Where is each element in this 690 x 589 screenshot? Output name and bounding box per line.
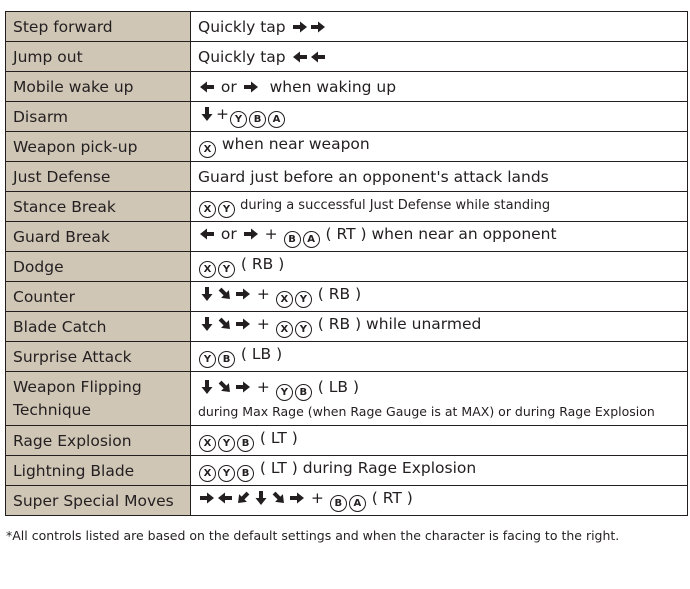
button-a-icon: A	[268, 111, 285, 128]
button-y-icon: Y	[218, 261, 235, 278]
button-b-icon: B	[295, 384, 312, 401]
input-text: ( RB )	[312, 285, 362, 303]
arrow-left-icon	[292, 50, 308, 64]
arrow-left-icon	[310, 50, 326, 64]
move-input	[191, 312, 688, 342]
move-name: Disarm	[6, 102, 191, 132]
input-sequence	[198, 378, 680, 401]
button-b-icon: B	[237, 465, 254, 482]
move-input	[191, 486, 688, 516]
move-input	[191, 342, 688, 372]
button-b-icon: B	[249, 111, 266, 128]
move-name: Rage Explosion	[6, 426, 191, 456]
footnote: *All controls listed are based on the default settings and when the character is facing to the right.	[6, 528, 620, 543]
button-b-icon: B	[218, 351, 235, 368]
input-sequence	[198, 18, 680, 36]
button-y-icon: Y	[218, 435, 235, 452]
button-b-icon: B	[330, 495, 347, 512]
button-y-icon: Y	[199, 351, 216, 368]
controls-table	[5, 11, 688, 516]
move-input	[191, 426, 688, 456]
input-text: ( RT )	[366, 489, 413, 507]
arrow-down-icon	[199, 107, 215, 121]
input-sequence	[198, 168, 680, 186]
arrow-left-icon	[199, 227, 215, 241]
table-row	[6, 486, 688, 516]
move-name: Dodge	[6, 252, 191, 282]
arrow-left-icon	[199, 80, 215, 94]
table-row	[6, 252, 688, 282]
button-a-icon: A	[303, 231, 320, 248]
move-name: Mobile wake up	[6, 72, 191, 102]
arrow-downright-icon	[217, 317, 233, 331]
input-sequence	[198, 135, 680, 158]
table-row	[6, 426, 688, 456]
arrow-down-icon	[199, 380, 215, 394]
move-input	[191, 132, 688, 162]
arrow-right-icon	[235, 287, 251, 301]
move-input	[191, 102, 688, 132]
input-text: or	[216, 77, 242, 96]
move-name: Step forward	[6, 12, 191, 42]
arrow-right-icon	[199, 491, 215, 505]
input-sequence	[198, 48, 680, 66]
input-text: +	[252, 315, 275, 333]
input-text: when waking up	[259, 77, 397, 96]
arrow-right-icon	[243, 80, 259, 94]
input-text: Guard just before an opponent's attack lands	[198, 167, 549, 186]
arrow-down-icon	[199, 287, 215, 301]
table-row	[6, 342, 688, 372]
button-b-icon: B	[237, 435, 254, 452]
arrow-downright-icon	[217, 380, 233, 394]
move-input	[191, 72, 688, 102]
button-x-icon: X	[276, 291, 293, 308]
button-b-icon: B	[284, 231, 301, 248]
button-y-icon: Y	[218, 465, 235, 482]
input-text: ( RB )	[236, 255, 285, 273]
input-text: +	[252, 285, 275, 303]
input-sequence	[198, 225, 680, 248]
table-row	[6, 312, 688, 342]
input-text: ( LT ) during Rage Explosion	[255, 459, 477, 477]
arrow-downright-icon	[271, 491, 287, 505]
arrow-right-icon	[235, 317, 251, 331]
arrow-right-icon	[310, 20, 326, 34]
input-sequence	[198, 459, 680, 482]
table-row	[6, 102, 688, 132]
move-name: Surprise Attack	[6, 342, 191, 372]
input-text: +	[306, 489, 329, 507]
button-y-icon: Y	[276, 384, 293, 401]
move-input	[191, 42, 688, 72]
button-y-icon: Y	[230, 111, 247, 128]
input-text: ( LB )	[236, 345, 283, 363]
input-text: ( LB )	[312, 378, 359, 396]
move-name: Just Defense	[6, 162, 191, 192]
button-x-icon: X	[276, 321, 293, 338]
table-row	[6, 192, 688, 222]
input-sequence	[198, 195, 680, 218]
table-row	[6, 456, 688, 486]
button-x-icon: X	[199, 201, 216, 218]
table-row	[6, 282, 688, 312]
arrow-right-icon	[235, 380, 251, 394]
move-input	[191, 162, 688, 192]
table-row	[6, 12, 688, 42]
arrow-right-icon	[292, 20, 308, 34]
button-x-icon: X	[199, 465, 216, 482]
input-sequence	[198, 255, 680, 278]
move-name: Weapon Flipping Technique	[6, 372, 191, 426]
button-y-icon: Y	[295, 321, 312, 338]
arrow-down-icon	[253, 491, 269, 505]
button-a-icon: A	[349, 495, 366, 512]
arrow-right-icon	[243, 227, 259, 241]
move-input	[191, 222, 688, 252]
button-x-icon: X	[199, 435, 216, 452]
input-sequence	[198, 285, 680, 308]
input-text: +	[252, 378, 275, 396]
input-sequence	[198, 429, 680, 452]
move-name: Guard Break	[6, 222, 191, 252]
input-text: or	[216, 225, 242, 243]
input-text: +	[216, 105, 229, 123]
input-condition: during Max Rage (when Rage Gauge is at MAX) or during Rage Explosion	[198, 404, 655, 419]
move-name: Stance Break	[6, 192, 191, 222]
input-text: ( LT )	[255, 429, 298, 447]
input-text: ( RT ) when near an opponent	[320, 225, 557, 243]
move-name: Weapon pick-up	[6, 132, 191, 162]
controls-table-body	[6, 12, 688, 516]
move-input	[191, 12, 688, 42]
move-input	[191, 252, 688, 282]
move-name: Blade Catch	[6, 312, 191, 342]
input-sequence	[198, 105, 680, 128]
move-input	[191, 192, 688, 222]
input-sequence	[198, 78, 680, 96]
table-row	[6, 72, 688, 102]
move-input	[191, 456, 688, 486]
table-row	[6, 222, 688, 252]
arrow-downright-icon	[217, 287, 233, 301]
input-text: +	[259, 225, 283, 243]
move-name: Counter	[6, 282, 191, 312]
button-y-icon: Y	[295, 291, 312, 308]
input-sequence	[198, 489, 680, 512]
arrow-left-icon	[217, 491, 233, 505]
input-text: during a successful Just Defense while standing	[236, 198, 551, 213]
input-sequence	[198, 315, 680, 338]
button-x-icon: X	[199, 141, 216, 158]
table-row	[6, 162, 688, 192]
arrow-downleft-icon	[235, 491, 251, 505]
move-name: Super Special Moves	[6, 486, 191, 516]
move-name: Lightning Blade	[6, 456, 191, 486]
move-input	[191, 372, 688, 426]
arrow-down-icon	[199, 317, 215, 331]
table-row	[6, 132, 688, 162]
input-text: Quickly tap	[198, 47, 291, 66]
input-text: Quickly tap	[198, 17, 291, 36]
button-x-icon: X	[199, 261, 216, 278]
move-name: Jump out	[6, 42, 191, 72]
input-text: when near weapon	[217, 135, 370, 153]
arrow-right-icon	[289, 491, 305, 505]
button-y-icon: Y	[218, 201, 235, 218]
table-row	[6, 372, 688, 426]
input-sequence	[198, 345, 680, 368]
input-text: ( RB ) while unarmed	[312, 315, 482, 333]
table-row	[6, 42, 688, 72]
move-input	[191, 282, 688, 312]
